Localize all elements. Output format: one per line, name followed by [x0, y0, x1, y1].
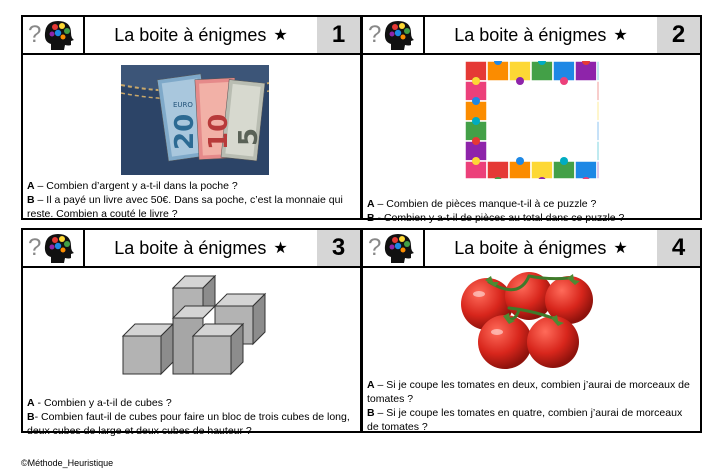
card-number: 3 [317, 230, 360, 266]
puzzle-piece [575, 161, 597, 179]
puzzle-knob [560, 157, 568, 165]
puzzle-piece [597, 81, 599, 101]
puzzle-piece [487, 161, 509, 179]
thinking-head-icon [365, 18, 423, 52]
card-number: 1 [317, 17, 360, 53]
money-pocket-illustration [121, 65, 269, 175]
puzzle-knob [516, 157, 524, 165]
copyright-footer: ©Méthode_Heuristique [21, 458, 114, 468]
card-title-text: La boite à énigmes [454, 24, 607, 45]
card-title [423, 17, 659, 53]
questions [367, 378, 696, 434]
star-icon: ★ [613, 27, 628, 44]
card-header [23, 17, 360, 55]
card-body [23, 55, 360, 218]
puzzle-piece [597, 121, 599, 141]
puzzle-knob [472, 117, 480, 125]
puzzle-knob [560, 77, 568, 85]
card-title-text: La boite à énigmes [454, 237, 607, 258]
card-header [23, 230, 360, 268]
puzzle-knob [516, 77, 524, 85]
question-a: A - Combien y a-t-il de cubes ? [27, 397, 172, 409]
card-number: 2 [657, 17, 700, 53]
card-title [423, 230, 659, 266]
puzzle-piece [597, 141, 599, 161]
card-header [363, 230, 700, 268]
enigma-card-3 [21, 228, 362, 437]
banknote-5: 5 [234, 127, 264, 146]
puzzle-knob [472, 97, 480, 105]
card-title [83, 230, 319, 266]
question-b: B – Si je coupe les tomates en quatre, combien j’aurai de morceaux de tomates ? [367, 407, 683, 433]
card-body [363, 268, 700, 431]
tomatoes-illustration [449, 270, 605, 374]
banknote-10: 10 [204, 113, 234, 150]
enigma-card-2 [361, 15, 702, 224]
question-a: A – Si je coupe les tomates en deux, combien j’aurai de morceaux de tomates ? [367, 379, 690, 405]
puzzle-frame-illustration [465, 61, 599, 179]
thinking-head-icon [25, 18, 83, 52]
puzzle-piece [531, 161, 553, 179]
card-body [23, 268, 360, 437]
card-title-text: La boite à énigmes [114, 24, 267, 45]
question-a: A – Combien d’argent y a-t-il dans la poche ? [27, 180, 238, 192]
thinking-head-icon [25, 231, 83, 265]
stacked-cubes-illustration [103, 274, 283, 392]
thinking-head-icon [365, 231, 423, 265]
star-icon: ★ [273, 27, 288, 44]
questions [367, 197, 696, 225]
puzzle-piece [597, 101, 599, 121]
card-title [83, 17, 319, 53]
puzzle-knob [472, 157, 480, 165]
card-header [363, 17, 700, 55]
card-title-text: La boite à énigmes [114, 237, 267, 258]
star-icon: ★ [613, 240, 628, 257]
card-number: 4 [657, 230, 700, 266]
questions [27, 179, 356, 221]
question-a: A – Combien de pièces manque-t-il à ce puzzle ? [367, 198, 597, 210]
star-icon: ★ [273, 240, 288, 257]
enigma-card-4 [361, 228, 702, 433]
puzzle-piece [597, 161, 599, 179]
question-b: B – Il a payé un livre avec 50€. Dans sa poche, c’est la monnaie qui reste. Combien a couté le livre ? [27, 194, 343, 220]
puzzle-knob [472, 137, 480, 145]
puzzle-knob [472, 77, 480, 85]
questions [27, 396, 356, 438]
question-b: B- Combien faut-il de cubes pour faire un bloc de trois cubes de long, deux cubes de large et deux cubes de hauteur ? [27, 411, 350, 437]
banknote-brand: EURO [173, 101, 193, 109]
enigma-card-1 [21, 15, 362, 220]
banknote-20: 20 [170, 113, 200, 150]
card-body [363, 55, 700, 224]
question-b: B - Combien y a-t-il de pièces au total dans ce puzzle ? [367, 212, 625, 224]
puzzle-piece [597, 61, 599, 81]
